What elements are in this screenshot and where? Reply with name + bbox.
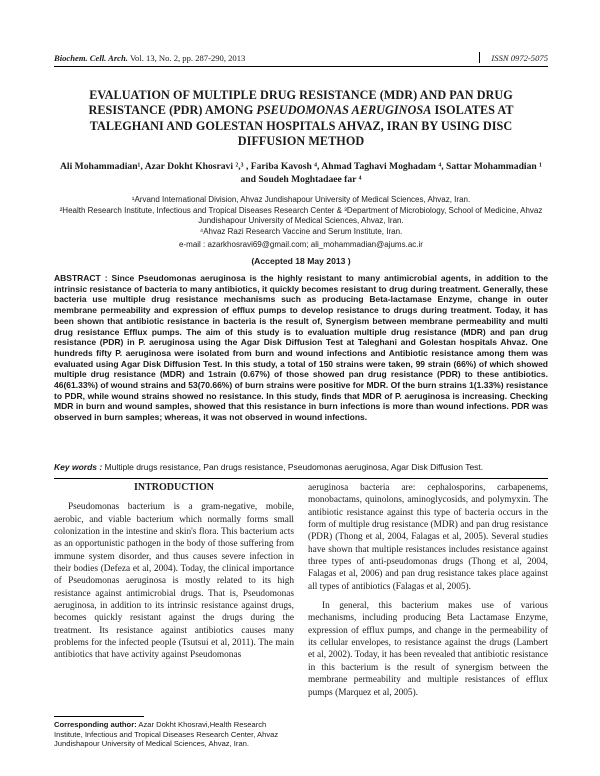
footnote-label: Corresponding author: — [54, 720, 137, 729]
section-heading-introduction: INTRODUCTION — [133, 482, 214, 493]
abstract-label: ABSTRACT : — [54, 273, 108, 283]
title-species: PSEUDOMONAS AERUGINOSA — [256, 103, 432, 118]
intro-paragraph-1: Pseudomonas bacterium is a gram-negative, mobile, aerobic, and viable bacterium which normally forms small colonization in the intestine and skin's flora. This bacterium acts as an opportunistic pathogen in the body of those suffering from immune system disorder, and thus causes severe infection in their bodies (Defeza et al, 2004). Today, the clinical importance of Pseudomonas aeruginosa is mostly related to its high resistance against antimicrobial drugs. That is, Pseudomonas aeruginosa, in addition to its intrinsic resistance against drugs, becomes quickly resistant against the drugs during the treatment. Its resistance against antibiotics causes many problems for the infected people (Tsutsui et al, 2011). The main antibiotics that have activity against Pseudomonas — [54, 502, 294, 661]
accepted-date: (Accepted 18 May 2013 ) — [251, 256, 351, 266]
keywords-label: Key words : — [54, 462, 103, 472]
footnote-text: Azar Dokht Khosravi,Health Research Institute, Infectious and Tropical Diseases Research Center, Ahvaz Jundishapour University of Medical Sciences, Ahvaz, Iran. — [54, 720, 279, 749]
left-column — [54, 482, 294, 662]
header-rule — [54, 66, 548, 67]
affiliation-2: ²Health Research Institute, Infectious and Tropical Diseases Research Center & ³Department of Microbiology, School of Medicine, Ahvaz Jundishapour University of Medical Sciences, Ahvaz, Iran. — [59, 205, 543, 226]
affiliation-1: ¹Arvand International Division, Ahvaz Jundishapour University of Medical Sciences, Ahvaz, Iran. — [131, 195, 471, 204]
issn: ISSN 0972-5075 — [491, 53, 548, 63]
affiliation-3: ⁴Ahvaz Razi Research Vaccine and Serum Institute, Iran. — [199, 226, 403, 236]
affiliations — [56, 195, 546, 237]
paper-title — [62, 88, 540, 150]
abstract-text: Since Pseudomonas aeruginosa is the highly resistant to many antimicrobial agents, in addition to the intrinsic resistance of bacteria to many antibiotics, it quickly becomes resistant to drug during treatment. Generally, these bacteria use multiple drug resistance mechanisms such as producing Beta-lactamase Enzyme, change in outer membrane permeability and expression of efflux pumps to develop resistance to drugs during treatment. Today, it has been shown that antibiotic resistance in bacteria is the result of, Synergism between membrane permeability and multi drug resistance Efflux pumps. The aim of this study is to evaluation multiple drug resistance (MDR) and pan drug resistance (PDR) in P. aeruginosa using the Agar Disk Diffusion Test at Taleghani and Golestan hospitals Ahvaz. One hundreds fifty P. aeruginosa were isolated from burn and wound infections and Antibiotic resistance among them was evaluated using Agar Disk Diffusion Test. In this study, a total of 150 strains were taken, 99 strain (66%) of which showed multiple drug resistance (MDR) and 1strain (0.67%) of those showed pan drug resistance (PDR) to these antibiotics. 46(61.33%) of wound strains and 53(70.66%) of burn strains were positive for MDR. Of the burn strains 1(1.33%) resistance to PDR, while wound strains showed no resistance. In this study, finds that MDR of P. aeruginosa is increasing. Checking MDR in burn and wound samples, showed that this resistance in burn infections is more than wound infections. PDR was observed in burn samples; whereas, it was not observed in wound infections. — [54, 273, 548, 423]
keywords-rule — [54, 478, 548, 479]
title-part-2: ISOLATES AT TALEGHANI AND GOLESTAN HOSPITALS AHVAZ, IRAN BY USING DISC DIFFUSION METHOD — [89, 103, 514, 149]
footnote-rule — [54, 716, 144, 717]
contact-email: e-mail : azarkhosravi69@gmail.com; ali_mohammadian@ajums.ac.ir — [179, 240, 423, 249]
corresponding-author-footnote — [54, 720, 294, 749]
volume-pages: Vol. 13, No. 2, pp. 287-290, 2013 — [129, 53, 246, 63]
author-list: Ali Mohammadian¹, Azar Dokht Khosravi ²,³ , Fariba Kavosh ⁴, Ahmad Taghavi Moghadam ⁴, Sattar Mohammadian ¹ and Soudeh Moghtadaee far ⁴ — [60, 161, 542, 185]
keywords — [54, 462, 548, 473]
intro-paragraph-2: In general, this bacterium makes use of various mechanisms, including producing Beta Lactamase Enzyme, expression of efflux pumps, and change in the permeability of its cellular envelopes, to resistance against the drugs (Lambert et al, 2002). Today, it has been revealed that antibiotic resistance in this bacterium is the result of synergism between the membrane permeability and multiple resistances of efflux pumps (Marquez et al, 2005). — [308, 601, 548, 698]
intro-paragraph-1-continued: aeruginosa bacteria are: cephalosporins, carbapenems, monobactams, quinolons, aminoglycosids, and polymyxin. The antibiotic resistance against this type of bacteria occurs in the form of multiple drug resistance (MDR) and pan drug resistance (PDR) (Thong et al, 2004, Falagas et al, 2005). Several studies have shown that multiple resistances includes resistance against three types of anti-pseudomonas drugs (Thong et al, 2004, Falagas et al, 2006) and pan drug resistance takes place against all types of antibiotics (Falagas et al, 2005). — [308, 483, 548, 592]
abstract — [54, 273, 548, 423]
journal-name: Biochem. Cell. Arch. — [54, 53, 128, 63]
title-part-1: EVALUATION OF MULTIPLE DRUG RESISTANCE (MDR) AND PAN DRUG RESISTANCE (PDR) AMONG — [88, 88, 513, 118]
keywords-text: Multiple drugs resistance, Pan drugs resistance, Pseudomonas aeruginosa, Agar Disk Diffusion Test. — [102, 462, 484, 472]
journal-citation — [54, 53, 245, 63]
header-divider — [479, 52, 480, 63]
right-column — [308, 482, 548, 699]
